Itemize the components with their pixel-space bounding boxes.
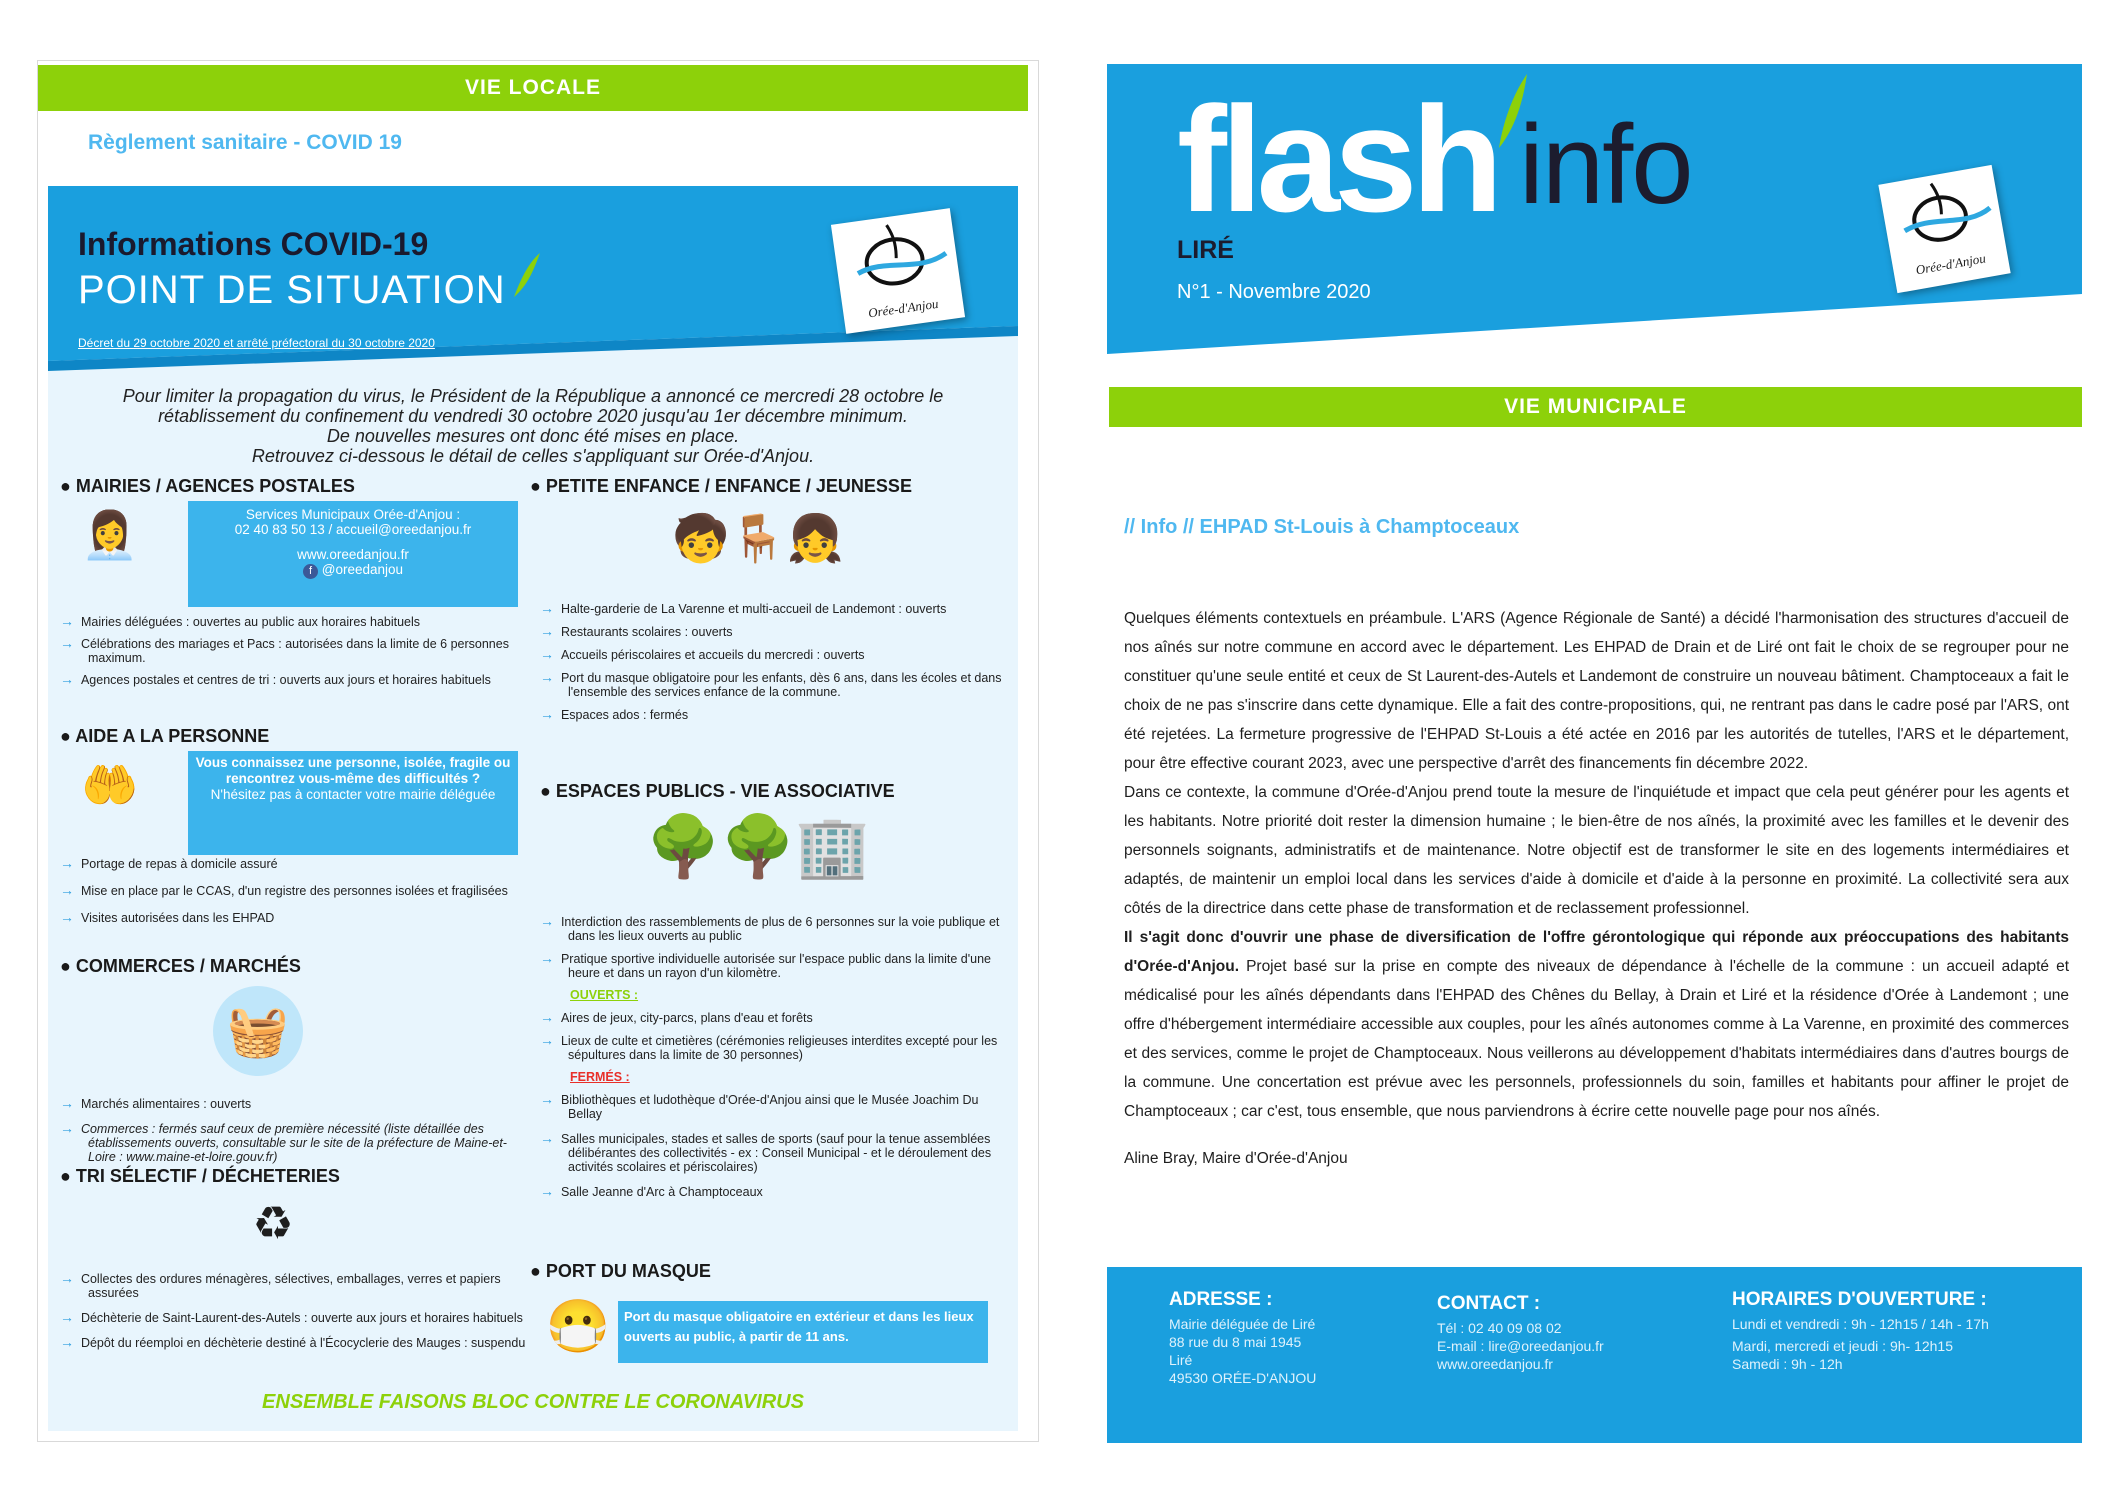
article-signature: Aline Bray, Maire d'Orée-d'Anjou [1124, 1150, 1348, 1167]
oree-anjou-logo [831, 208, 965, 334]
arrow-right-icon: → [60, 671, 74, 687]
covid-subtitle: POINT DE SITUATION [78, 268, 506, 312]
list-item: → Déchèterie de Saint-Laurent-des-Autels : ouverte aux jours et horaires habituels [60, 1309, 523, 1325]
phone-operator-icon: 👩‍💼 [81, 509, 139, 561]
horaires-line: Samedi : 9h - 12h [1732, 1356, 1843, 1372]
arrow-right-icon: → [60, 882, 74, 898]
list-item: → Visites autorisées dans les EHPAD [60, 909, 275, 925]
box-spacer [188, 537, 518, 547]
facebook-line[interactable]: f @oreedanjou [188, 562, 518, 579]
covid-intro [68, 386, 998, 466]
arrow-right-icon: → [60, 635, 74, 651]
oree-logo-mark [831, 208, 961, 304]
contact-email[interactable]: E-mail : lire@oreedanjou.fr [1437, 1338, 1604, 1354]
list-item: → Aires de jeux, city-parcs, plans d'eau et forêts [540, 1009, 813, 1025]
list-item: → Salle Jeanne d'Arc à Champtoceaux [540, 1183, 763, 1199]
mairies-list [60, 614, 530, 687]
list-item: → Halte-garderie de La Varenne et multi-accueil de Landemont : ouverts [540, 600, 947, 616]
list-item: → Restaurants scolaires : ouverts [540, 623, 733, 639]
masthead-info: info [1519, 102, 1692, 227]
arrow-right-icon: → [540, 1009, 554, 1025]
aide-list [60, 856, 530, 925]
leaf-accent-icon [506, 251, 542, 301]
aide-box-text: N'hésitez pas à contacter votre mairie déléguée [210, 787, 496, 802]
arrow-right-icon: → [540, 646, 554, 662]
list-item: → Pratique sportive individuelle autorisée sur l'espace public dans la limite d'une heure et dans un rayon d'un kilomètre. [540, 950, 991, 980]
list-item: → Salles municipales, stades et salles de sports (sauf pour la tenue assemblées délibérantes des collectivités - ex : Conseil Municipal - et le déroulement des activités scolaires et périscolaires) [540, 1130, 992, 1174]
arrow-right-icon: → [540, 623, 554, 639]
section-band-vie-locale: VIE LOCALE [38, 65, 1028, 111]
masthead-flash: flash [1177, 75, 1498, 243]
right-page [1107, 64, 2082, 1444]
mairies-contact-box [188, 501, 518, 607]
recycle-bin-icon: ♻ [252, 1197, 294, 1249]
arrow-right-icon: → [60, 1309, 74, 1325]
list-item: → Célébrations des mariages et Pacs : autorisées dans la limite de 6 personnes maximum. [60, 635, 509, 665]
covid-title: Informations COVID-19 [78, 226, 429, 262]
section-espaces-title: ● ESPACES PUBLICS - VIE ASSOCIATIVE [540, 781, 895, 801]
list-item: → Mise en place par le CCAS, d'un registre des personnes isolées et fragilisées [60, 882, 508, 898]
section-title-covid: Règlement sanitaire - COVID 19 [88, 131, 402, 154]
arrow-right-icon: → [540, 1183, 554, 1199]
list-item: → Commerces : fermés sauf ceux de première nécessité (liste détaillée des établissements ouverts, consultable sur le site de la préfecture de Maine-et-Loire : www.maine-et-loire.gouv.fr) [60, 1120, 507, 1164]
arrow-right-icon: → [540, 1032, 554, 1048]
article-continuation: Projet basé sur la prise en compte des niveaux de dépendance à l'échelle de la commune : un accueil adapté et médicalisé pour les aînés dépendants dans l'EHPAD des Chênes du Bellay, à Drain et Liré et la résidence d'Orée à Landemont ; une offre d'hébergement intermédiaire accessible aux couples, pour les aînés autonomes comme à La Varenne, en proximité des commerces et des services, comme le projet de Champtoceaux. Nous veillerons au développement d'habitats intermédiaires dans d'autres bourgs de la commune. Une concertation est prévue avec les personnels, professionnels du soin, familles et habitants pour affiner le projet de Champtoceaux ; car c'est, tous ensemble, que nous parviendrons à écrire cette nouvelle page pour nos aînés. [1124, 958, 2069, 1120]
arrow-right-icon: → [60, 1270, 74, 1286]
tri-list [60, 1271, 530, 1350]
list-item: → Interdiction des rassemblements de plus de 6 personnes sur la voie publique et dans les lieux ouverts au public [540, 913, 1000, 943]
masque-info-box: Port du masque obligatoire en extérieur et dans les lieux ouverts au public, à partir de 11 ans. [618, 1301, 988, 1363]
adresse-line: Liré [1169, 1352, 1193, 1368]
horaires-title: HORAIRES D'OUVERTURE : [1732, 1289, 1987, 1310]
article-bold-sentence: Il s'agit donc d'ouvrir une phase de diversification de l'offre gérontologique qui réponde aux préoccupations des habitants d'Orée-d'Anjou. [1124, 929, 2069, 975]
adresse-title: ADRESSE : [1169, 1289, 1273, 1310]
espaces-list [540, 914, 1010, 1199]
commerces-list [60, 1096, 530, 1164]
enfance-list [540, 601, 1010, 722]
adresse-line: 49530 ORÉE-D'ANJOU [1169, 1370, 1317, 1386]
list-item: → Accueils périscolaires et accueils du mercredi : ouverts [540, 646, 865, 662]
fruit-basket-icon: 🧺 [213, 986, 303, 1076]
list-item: → Mairies déléguées : ouvertes au public aux horaires habituels [60, 613, 421, 629]
masthead-place: LIRÉ [1177, 236, 1234, 264]
intro-line: Pour limiter la propagation du virus, le Président de la République a annoncé ce mercredi 28 octobre le [122, 386, 944, 406]
aide-box-bold: Vous connaissez une personne, isolée, fragile ou rencontrez vous-même des difficultés ? [195, 755, 511, 786]
mask-person-icon: 😷 [545, 1298, 611, 1356]
intro-line: Retrouvez ci-dessous le détail de celles s'appliquant sur Orée-d'Anjou. [251, 446, 815, 466]
arrow-right-icon: → [60, 613, 74, 629]
fermes-label: FERMÉS : [570, 1070, 630, 1084]
contact-footer [1107, 1267, 2082, 1443]
park-city-icon: 🌳🌳🏢 [645, 813, 871, 880]
horaires-line: Mardi, mercredi et jeudi : 9h- 12h15 [1732, 1338, 1953, 1354]
ouverts-label: OUVERTS : [570, 988, 639, 1002]
intro-line: De nouvelles mesures ont donc été mises en place. [326, 426, 740, 446]
footer-adresse [1169, 1289, 1316, 1387]
arrow-right-icon: → [60, 1334, 74, 1350]
arrow-right-icon: → [540, 1091, 554, 1107]
list-item: → Dépôt du réemploi en déchèterie destiné à l'Écocyclerie des Mauges : suspendu [60, 1334, 526, 1350]
article-paragraph [1124, 923, 2069, 1126]
section-aide-title: ● AIDE A LA PERSONNE [60, 726, 270, 746]
arrow-right-icon: → [540, 913, 554, 929]
arrow-right-icon: → [540, 706, 554, 722]
section-band-vie-municipale: VIE MUNICIPALE [1109, 387, 2082, 427]
facebook-icon: f [303, 564, 318, 579]
list-item: → Lieux de culte et cimetières (cérémonies religieuses interdites excepté pour les sépultures dans la limite de 30 personnes) [540, 1032, 998, 1062]
kids-playing-icon: 🧒🪑👧 [672, 512, 844, 564]
adresse-line: 88 rue du 8 mai 1945 [1169, 1334, 1302, 1350]
article-body [1124, 604, 2069, 1126]
arrow-right-icon: → [60, 909, 74, 925]
arrow-right-icon: → [540, 950, 554, 966]
list-item: → Marchés alimentaires : ouverts [60, 1095, 252, 1111]
section-tri-title: ● TRI SÉLECTIF / DÉCHETERIES [60, 1166, 340, 1186]
section-commerces-title: ● COMMERCES / MARCHÉS [60, 956, 301, 976]
footer-horaires [1732, 1289, 1989, 1373]
horaires-line: Lundi et vendredi : 9h - 12h15 / 14h - 17h [1732, 1316, 1989, 1332]
article-paragraph: Dans ce contexte, la commune d'Orée-d'Anjou prend toute la mesure de l'inquiétude et impact que cela peut générer pour les agents et les habitants. Notre priorité doit rester la dimension humaine ; le bien-être de nos aînés, la proximité avec les familles et le devenir des personnels soignants, administratifs et de maintenance. Notre objectif est de transformer le site en des logements intermédiaires et adaptés, de maintenir un emploi local dans les services d'aide à domicile et d'aide à la personne en proximité. La collectivité sera aux côtés de la directrice dans cette phase de transformation et de reclassement professionnel. [1124, 784, 2069, 917]
arrow-right-icon: → [60, 1095, 74, 1111]
list-item: → Collectes des ordures ménagères, sélectives, emballages, verres et papiers assurées [60, 1270, 501, 1300]
arrow-right-icon: → [540, 600, 554, 616]
box-line: Services Municipaux Orée-d'Anjou : [245, 507, 461, 522]
intro-line: rétablissement du confinement du vendredi 30 octobre 2020 jusqu'au 1er décembre minimum. [158, 406, 908, 426]
section-mairies-title: ● MAIRIES / AGENCES POSTALES [60, 476, 355, 496]
adresse-line: Mairie déléguée de Liré [1169, 1316, 1316, 1332]
issue-number: N°1 - Novembre 2020 [1177, 281, 1371, 303]
care-hands-icon: 🤲 [81, 759, 139, 811]
arrow-right-icon: → [540, 1130, 554, 1146]
covid-footer-slogan: ENSEMBLE FAISONS BLOC CONTRE LE CORONAVIRUS [262, 1391, 804, 1413]
contact-website[interactable]: www.oreedanjou.fr [1437, 1356, 1553, 1372]
list-item: → Port du masque obligatoire pour les enfants, dès 6 ans, dans les écoles et dans l'ensemble des services enfance de la commune. [540, 669, 1002, 699]
aide-contact-box [188, 751, 518, 855]
footer-contact [1437, 1293, 1604, 1373]
logo-text: Orée-d'Anjou [1914, 250, 1987, 278]
list-item: → Portage de repas à domicile assuré [60, 855, 278, 871]
logo-text: Orée-d'Anjou [867, 295, 940, 321]
contact-title: CONTACT : [1437, 1293, 1541, 1314]
oree-anjou-logo [1878, 165, 2010, 293]
section-masque-title: ● PORT DU MASQUE [530, 1261, 711, 1281]
covid-decree: Décret du 29 octobre 2020 et arrêté préfectoral du 30 octobre 2020 [78, 336, 435, 350]
left-page [37, 60, 1039, 1442]
arrow-right-icon: → [540, 669, 554, 685]
contact-phone[interactable]: Tél : 02 40 09 08 02 [1437, 1320, 1562, 1336]
box-line: 02 40 83 50 13 / accueil@oreedanjou.fr [234, 522, 472, 537]
list-item: → Espaces ados : fermés [540, 706, 689, 722]
list-item: → Bibliothèques et ludothèque d'Orée-d'Anjou ainsi que le Musée Joachim Du Bellay [540, 1091, 979, 1121]
website-link[interactable]: www.oreedanjou.fr [297, 547, 409, 562]
section-enfance-title: ● PETITE ENFANCE / ENFANCE / JEUNESSE [530, 476, 912, 496]
list-item: → Agences postales et centres de tri : ouverts aux jours et horaires habituels [60, 671, 491, 687]
arrow-right-icon: → [60, 855, 74, 871]
article-title: // Info // EHPAD St-Louis à Champtoceaux [1124, 516, 1520, 538]
covid-info-poster [48, 186, 1018, 1431]
arrow-right-icon: → [60, 1120, 74, 1136]
article-paragraph: Quelques éléments contextuels en préambule. L'ARS (Agence Régionale de Santé) a décidé l'harmonisation des structures d'accueil de nos aînés sur notre commune en accord avec le département. Les EHPAD de Drain et de Liré ont fait le choix de se regrouper pour ne constituer qu'une seule entité et ceux de St Laurent-des-Autels et Landemont de construire un nouveau bâtiment. Champtoceaux a fait le choix de ne pas s'inscrire dans cette dynamique. Elle a fait des contre-propositions, qui, ne rentrant pas dans le cadre posé par l'ARS, ont été rejetées. La fermeture progressive de l'EHPAD St-Louis a été actée en 2016 par les autorités de tutelles, l'ARS et le département, pour être effective courant 2023, avec une perspective d'arrêt des financements fin décembre 2022. [1124, 610, 2069, 772]
